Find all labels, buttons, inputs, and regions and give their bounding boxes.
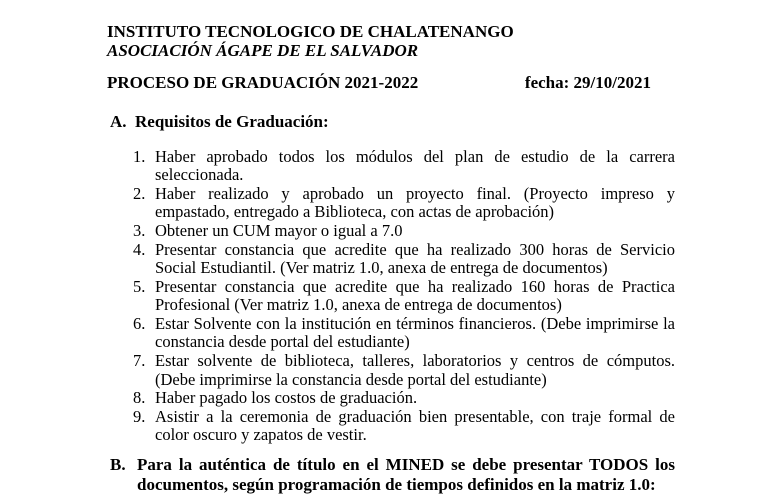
requirements-list — [125, 148, 675, 445]
requirement-item — [125, 315, 675, 352]
requirement-item — [125, 241, 675, 278]
section-b-text: Para la auténtica de título en el MINED se debe presentar TODOS los documentos, según programación de tiempos definidos en la matriz 1.0: — [137, 455, 675, 494]
requirement-number: 2. — [133, 184, 146, 204]
requirement-number: 4. — [133, 239, 146, 259]
requirement-number: 7. — [133, 351, 146, 371]
requirement-item — [125, 389, 675, 407]
requirement-number: 1. — [133, 147, 146, 166]
requirement-item — [125, 222, 675, 240]
requirement-text: Presentar constancia que acredite que ha realizado 300 horas de Servicio Social Estudiantil. (Ver matriz 1.0, anexa de entrega de documentos) — [155, 239, 675, 278]
requirement-number: 8. — [133, 388, 146, 408]
requirement-number: 5. — [133, 277, 146, 297]
requirement-number: 3. — [133, 221, 146, 241]
requirement-text: Estar solvente de biblioteca, talleres, laboratorios y centros de cómputos. (Debe imprimirse la constancia desde portal del estudiante) — [155, 351, 675, 389]
requirement-item — [125, 408, 675, 445]
requirement-text: Presentar constancia que acredite que ha realizado 160 horas de Practica Profesional (Ver matriz 1.0, anexa de entrega de documentos) — [155, 277, 675, 315]
requirement-text: Obtener un CUM mayor o igual a 7.0 — [155, 221, 403, 241]
section-b-letter: B. — [110, 455, 126, 474]
association-name: ASOCIACIÓN ÁGAPE DE EL SALVADOR — [107, 41, 419, 60]
requirement-text: Haber pagado los costos de graduación. — [155, 388, 418, 408]
requirement-item — [125, 185, 675, 222]
requirement-item — [125, 278, 675, 315]
section-b-heading — [110, 455, 675, 495]
process-title: PROCESO DE GRADUACIÓN 2021-2022 — [107, 73, 419, 92]
requirement-text: Asistir a la ceremonia de graduación bien presentable, con traje formal de color oscuro y zapatos de vestir. — [155, 407, 675, 445]
document-date: fecha: 29/10/2021 — [524, 73, 651, 92]
requirement-item — [125, 352, 675, 389]
requirement-number: 6. — [133, 314, 146, 334]
requirement-text: Haber aprobado todos los módulos del plan de estudio de la carrera seleccionada. — [155, 147, 675, 185]
requirement-number: 9. — [133, 407, 146, 427]
requirement-item — [125, 148, 675, 185]
institution-name: INSTITUTO TECNOLOGICO DE CHALATENANGO — [107, 22, 514, 41]
requirement-text: Estar Solvente con la institución en términos financieros. (Debe imprimirse la constancia desde portal del estudiante) — [155, 314, 675, 352]
requirement-text: Haber realizado y aprobado un proyecto final. (Proyecto impreso y empastado, entregado a Biblioteca, con actas de aprobación) — [155, 184, 675, 222]
section-a-heading: A. Requisitos de Graduación: — [110, 112, 329, 131]
